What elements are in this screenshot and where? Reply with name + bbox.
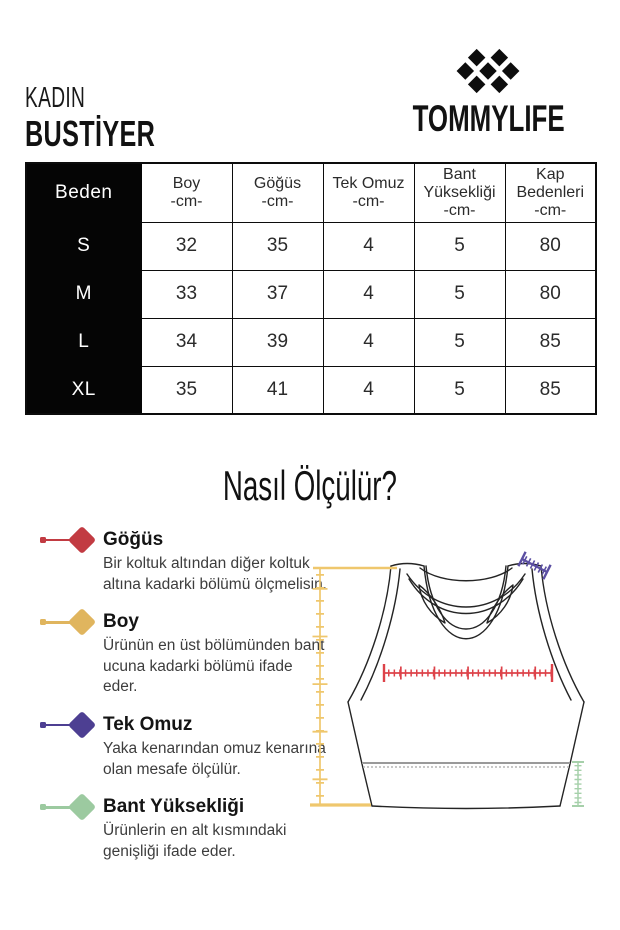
- tek-omuz-diamond-icon: [40, 712, 92, 738]
- size-label-l: L: [26, 318, 141, 366]
- cell-s-kap: 80: [505, 222, 596, 270]
- boy-diamond-icon: [40, 609, 92, 635]
- size-label-m: M: [26, 270, 141, 318]
- table-row-m: [26, 270, 596, 318]
- cell-xl-tek-omuz: 4: [323, 366, 414, 414]
- measure-guide-title: Nasıl Ölçülür?: [222, 462, 398, 509]
- cell-s-boy: 32: [141, 222, 232, 270]
- cell-l-boy: 34: [141, 318, 232, 366]
- gogus-ruler: [384, 664, 552, 682]
- column-header-boy: Boy -cm-: [141, 163, 232, 222]
- cell-s-gogus: 35: [232, 222, 323, 270]
- tek-omuz-ruler: [518, 552, 550, 579]
- bant-yuksekligi-ruler: [572, 762, 584, 806]
- size-label-s: S: [26, 222, 141, 270]
- header-product-block: [25, 84, 211, 154]
- cell-xl-bant: 5: [414, 366, 505, 414]
- gogus-diamond-icon: [40, 527, 92, 553]
- legend-name-gogus: Göğüs: [103, 529, 164, 550]
- beden-header-cell: Beden: [26, 163, 141, 222]
- column-header-bant-yuksekligi: Bant Yüksekliği -cm-: [414, 163, 505, 222]
- category-label: KADIN: [25, 82, 86, 114]
- cell-m-kap: 80: [505, 270, 596, 318]
- column-header-gogus: Göğüs -cm-: [232, 163, 323, 222]
- size-label-xl: XL: [26, 366, 141, 414]
- measure-legend: [40, 527, 327, 876]
- legend-item-boy: [40, 609, 325, 698]
- cell-s-bant: 5: [414, 222, 505, 270]
- legend-name-bant-yuksekligi: Bant Yüksekliği: [103, 796, 245, 818]
- column-header-kap-bedenleri: Kap Bedenleri -cm-: [505, 163, 596, 222]
- boy-ruler: [310, 568, 397, 805]
- garment-diagram: [300, 535, 620, 865]
- legend-name-boy: Boy: [103, 611, 139, 633]
- cell-l-kap: 85: [505, 318, 596, 366]
- cell-m-boy: 33: [141, 270, 232, 318]
- legend-desc-boy: Ürünün en üst bölümünden bant ucuna kadarki bölümü ifade eder.: [103, 637, 325, 696]
- column-header-tek-omuz: Tek Omuz -cm-: [323, 163, 414, 222]
- product-label: BUSTİYER: [25, 113, 156, 154]
- cell-l-gogus: 39: [232, 318, 323, 366]
- cell-xl-gogus: 41: [232, 366, 323, 414]
- legend-desc-bant-yuksekligi: Ürünlerin en alt kısmındaki genişliği ifade eder.: [103, 822, 287, 860]
- size-table: [25, 162, 597, 415]
- table-row-xl: [26, 366, 596, 414]
- cell-xl-kap: 85: [505, 366, 596, 414]
- brand-block: [380, 47, 597, 137]
- legend-item-gogus: [40, 527, 327, 595]
- legend-desc-tek-omuz: Yaka kenarından omuz kenarına olan mesafe ölçülür.: [103, 740, 326, 778]
- cell-m-gogus: 37: [232, 270, 323, 318]
- cell-s-tek-omuz: 4: [323, 222, 414, 270]
- cell-l-bant: 5: [414, 318, 505, 366]
- table-header-row: [26, 163, 596, 222]
- cell-xl-boy: 35: [141, 366, 232, 414]
- legend-item-tek-omuz: [40, 712, 326, 780]
- bustier-outline: [348, 564, 584, 809]
- cell-l-tek-omuz: 4: [323, 318, 414, 366]
- bant-yuksekligi-diamond-icon: [40, 794, 92, 820]
- table-row-l: [26, 318, 596, 366]
- cell-m-bant: 5: [414, 270, 505, 318]
- band-stitch-line: [362, 763, 570, 767]
- legend-desc-gogus: Bir koltuk altından diğer koltuk altına kadarki bölümü ölçmelisin.: [103, 555, 327, 593]
- table-row-s: [26, 222, 596, 270]
- cell-m-tek-omuz: 4: [323, 270, 414, 318]
- brand-name: TOMMYLIFE: [412, 98, 565, 139]
- legend-item-bant-yuksekligi: [40, 794, 310, 862]
- legend-name-tek-omuz: Tek Omuz: [103, 714, 193, 736]
- tommylife-logo-icon: [455, 47, 521, 95]
